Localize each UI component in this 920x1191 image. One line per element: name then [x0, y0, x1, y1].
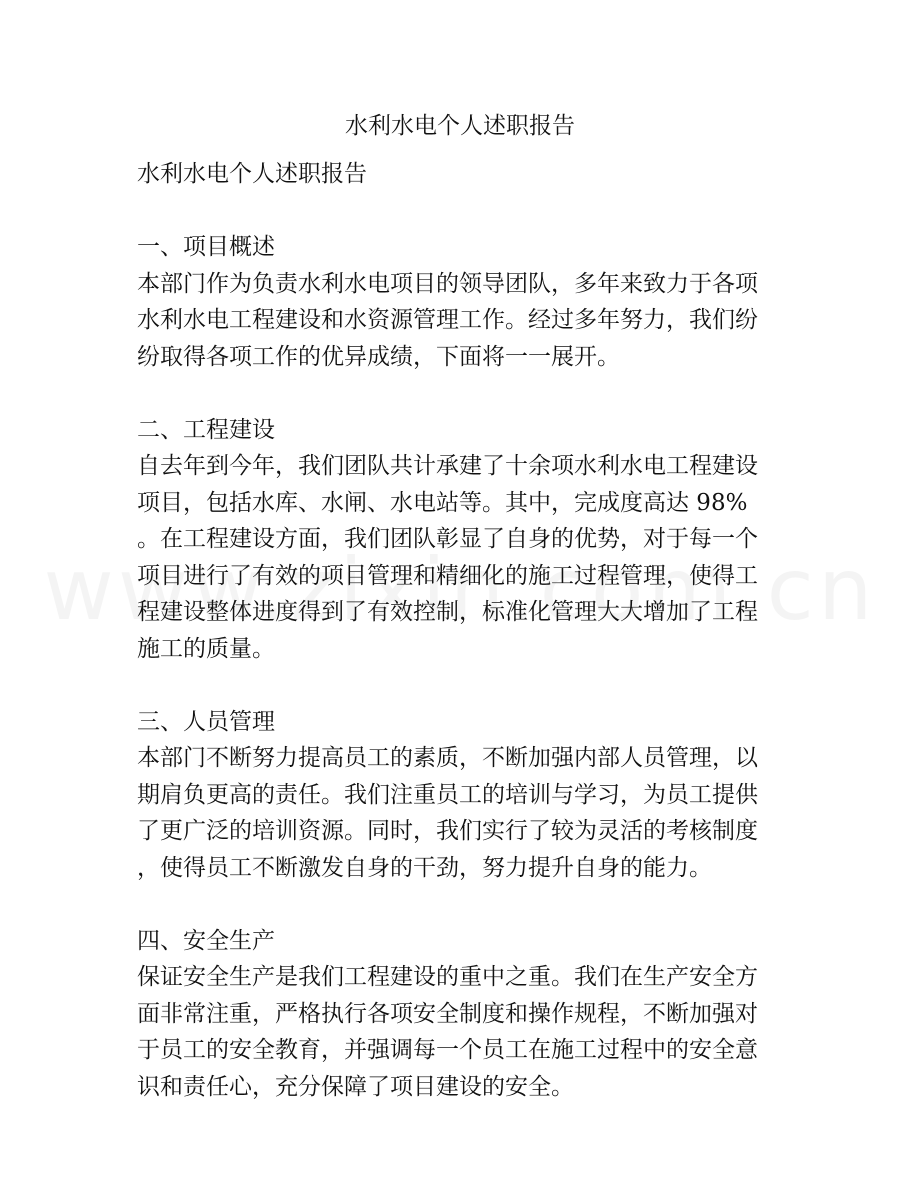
paragraph-line: 期肩负更高的责任。我们注重员工的培训与学习，为员工提供 [137, 781, 758, 808]
paragraph-line: 了更广泛的培训资源。同时，我们实行了较为灵活的考核制度 [137, 818, 758, 844]
paragraph-line: 面非常注重，严格执行各项安全制度和操作规程，不断加强对 [137, 1000, 758, 1027]
paragraph-line: 项目进行了有效的项目管理和精细化的施工过程管理，使得工 [137, 562, 758, 589]
document-subtitle: 水利水电个人述职报告 [137, 161, 367, 187]
paragraph-line: 施工的质量。 [137, 635, 275, 662]
document-title: 水利水电个人述职报告 [345, 113, 575, 139]
blank-line [137, 375, 787, 412]
blank-line [137, 886, 787, 923]
document-body [137, 156, 787, 1105]
paragraph-line: 本部门不断努力提高员工的素质，不断加强内部人员管理，以 [137, 745, 758, 771]
paragraph-line: 水利水电工程建设和水资源管理工作。经过多年努力，我们纷 [137, 307, 758, 333]
paragraph-line: 程建设整体进度得到了有效控制，标准化管理大大增加了工程 [137, 599, 758, 625]
section-heading-safety: 四、安全生产 [137, 927, 275, 954]
paragraph-line: ，使得员工不断激发自身的干劲，努力提升自身的能力。 [137, 854, 712, 881]
paragraph-line: 识和责任心，充分保障了项目建设的安全。 [137, 1073, 574, 1100]
paragraph-line: 项目，包括水库、水闸、水电站等。其中，完成度高达 98% [137, 489, 748, 516]
paragraph-line: 。在工程建设方面，我们团队彰显了自身的优势，对于每一个 [137, 526, 758, 552]
blank-line [137, 193, 787, 230]
paragraph-line: 保证安全生产是我们工程建设的重中之重。我们在生产安全方 [137, 964, 758, 990]
blank-line [137, 667, 787, 704]
section-heading-overview: 一、项目概述 [137, 234, 275, 260]
paragraph-line: 自去年到今年，我们团队共计承建了十余项水利水电工程建设 [137, 453, 758, 479]
paragraph-line: 于员工的安全教育，并强调每一个员工在施工过程中的安全意 [137, 1037, 758, 1063]
section-heading-construction: 二、工程建设 [137, 416, 275, 443]
paragraph-line: 本部门作为负责水利水电项目的领导团队，多年来致力于各项 [137, 270, 758, 297]
section-heading-personnel: 三、人员管理 [137, 708, 275, 735]
paragraph-line: 纷取得各项工作的优异成绩，下面将一一展开。 [137, 343, 620, 370]
